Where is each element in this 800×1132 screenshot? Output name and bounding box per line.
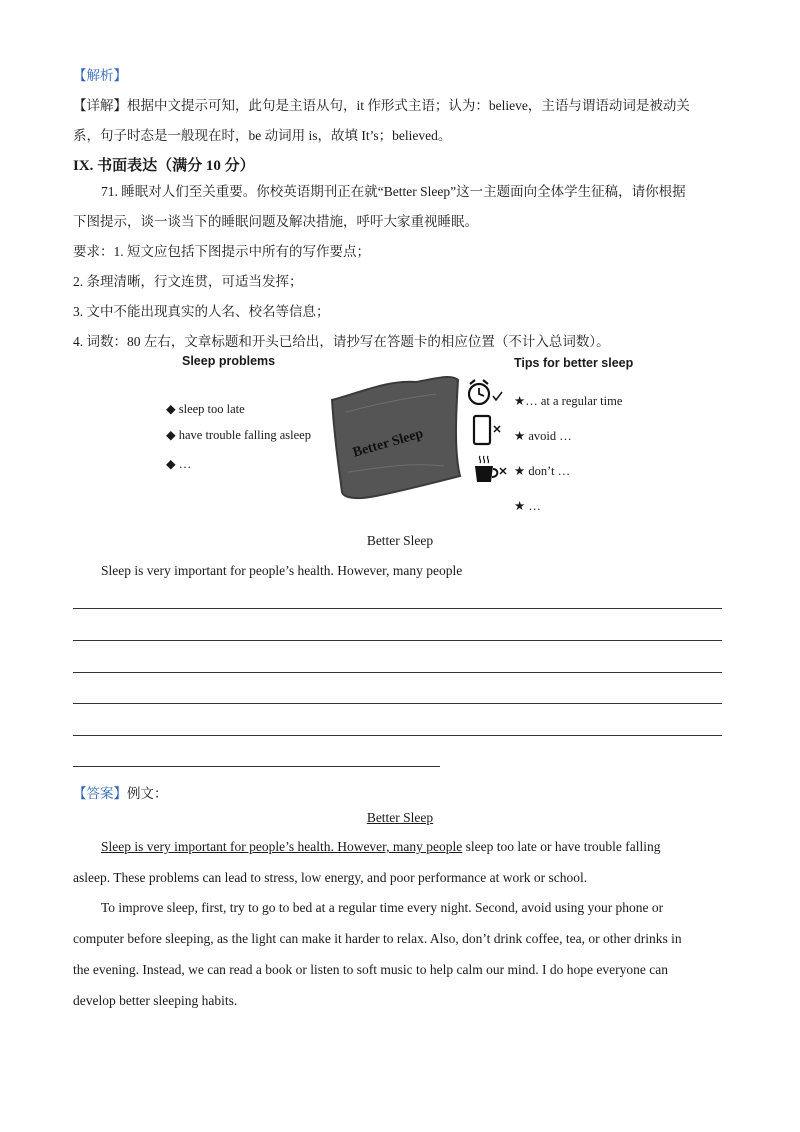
problem-item: ◆ have trouble falling asleep [166, 428, 311, 442]
answer-line [73, 608, 722, 609]
section-title: IX. 书面表达（满分 10 分） [73, 158, 255, 174]
requirement-4: 4. 词数：80 左右，文章标题和开头已给出，请抄写在答题卡的相应位置（不计入总词数）。 [73, 334, 610, 349]
analysis-label: 【解析】 [73, 68, 127, 83]
answer-heading [73, 782, 168, 802]
answer-line [73, 735, 722, 736]
phone-icon [472, 414, 506, 448]
tip-item: ★ avoid … [514, 429, 572, 443]
answer-line [73, 672, 722, 673]
tip-item: ★ … [514, 499, 541, 513]
pillow-label: Better Sleep [351, 426, 425, 461]
answer-paragraph-1-line-1 [101, 839, 661, 855]
answer-paragraph-1-line-2: asleep. These problems can lead to stress, low energy, and poor performance at work or school. [73, 870, 588, 885]
alarm-clock-icon [466, 378, 506, 408]
answer-paragraph-2-line-4: develop better sleeping habits. [73, 993, 238, 1008]
tip-item: ★… at a regular time [514, 394, 623, 408]
composition-opening: Sleep is very important for people’s health. However, many people [101, 563, 463, 578]
answer-p1-rest: sleep too late or have trouble falling [462, 839, 661, 854]
answer-paragraph-2-line-3: the evening. Instead, we can read a book or listen to soft music to help calm our mind. I do hope everyone can [73, 962, 668, 977]
answer-label: 【答案】 [73, 786, 127, 801]
sleep-problems-title: Sleep problems [182, 354, 276, 368]
task-line-1: 71. 睡眠对人们至关重要。你校英语期刊正在就“Better Sleep”这一主题面向全体学生征稿，请你根据 [101, 184, 686, 199]
answer-underlined-opening: Sleep is very important for people’s health. However, many people [101, 839, 463, 854]
answer-line [73, 703, 722, 704]
tip-item: ★ don’t … [514, 464, 571, 478]
answer-line [73, 766, 440, 767]
detail-line-2: 系，句子时态是一般现在时，be 动词用 is，故填 It’s；believed。 [73, 128, 452, 143]
tips-title: Tips for better sleep [514, 356, 634, 370]
composition-title: Better Sleep [366, 533, 434, 548]
coffee-cup-icon [472, 454, 510, 488]
answer-paragraph-2-line-2: computer before sleeping, as the light can make it harder to relax. Also, don’t drink coffee, tea, or other drinks in [73, 931, 682, 946]
problem-item: ◆ … [166, 457, 192, 471]
requirement-2: 2. 条理清晰，行文连贯，可适当发挥； [73, 274, 303, 289]
requirement-3: 3. 文中不能出现真实的人名、校名等信息； [73, 304, 330, 319]
answer-paragraph-2-line-1: To improve sleep, first, try to go to bed at a regular time every night. Second, avoid using your phone or [101, 900, 664, 915]
prompt-figure [160, 350, 650, 525]
answer-label-suffix: 例文： [127, 786, 168, 801]
answer-line [73, 640, 722, 641]
problem-item: ◆ sleep too late [166, 402, 245, 416]
answer-title: Better Sleep [366, 810, 434, 825]
detail-line-1: 【详解】根据中文提示可知，此句是主语从句，it 作形式主语；认为：believe，主语与谓语动词是被动关 [73, 98, 690, 113]
task-line-2: 下图提示，谈一谈当下的睡眠问题及解决措施，呼吁大家重视睡眠。 [73, 214, 478, 229]
requirement-1: 要求：1. 短文应包括下图提示中所有的写作要点； [73, 244, 370, 259]
